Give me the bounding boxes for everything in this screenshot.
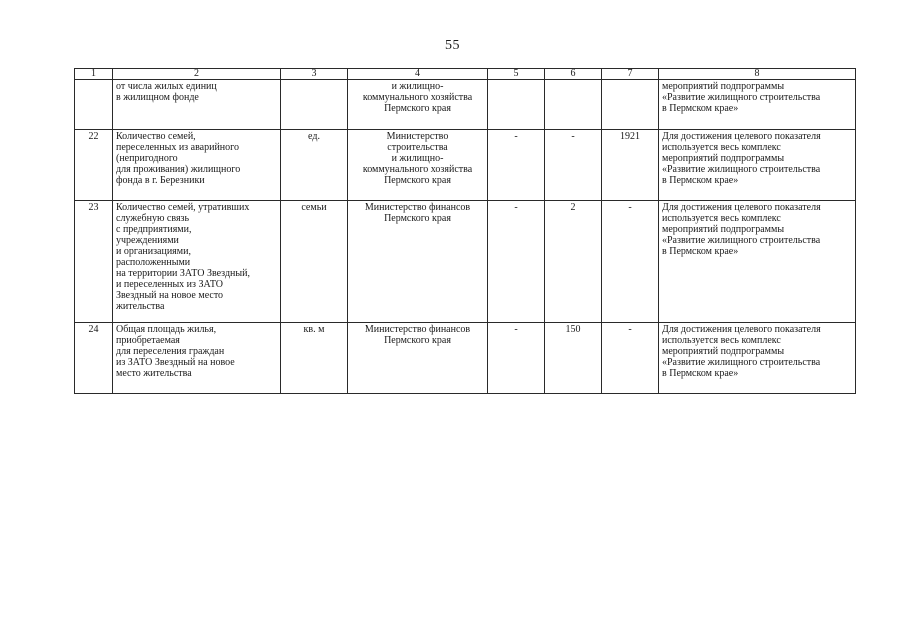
row-number: 23 [75, 201, 113, 323]
note: мероприятий подпрограммы «Развитие жилищного строительства в Пермском крае» [659, 80, 856, 130]
column-header-3: 3 [281, 69, 348, 80]
column-number-row [75, 69, 856, 80]
value-col7: - [602, 323, 659, 394]
column-header-1: 1 [75, 69, 113, 80]
unit: семьи [281, 201, 348, 323]
indicator-name: Количество семей, переселенных из аварийного (непригодного для проживания) жилищного фонда в г. Березники [113, 130, 281, 201]
value-col5: - [488, 130, 545, 201]
responsible-body: и жилищно- коммунального хозяйства Пермского края [348, 80, 488, 130]
table-row-continuation [75, 80, 856, 130]
note: Для достижения целевого показателя используется весь комплекс мероприятий подпрограммы «Развитие жилищного строительства в Пермском крае» [659, 130, 856, 201]
unit: ед. [281, 130, 348, 201]
unit: кв. м [281, 323, 348, 394]
table-row [75, 323, 856, 394]
column-header-8: 8 [659, 69, 856, 80]
indicator-name: от числа жилых единиц в жилищном фонде [113, 80, 281, 130]
note: Для достижения целевого показателя используется весь комплекс мероприятий подпрограммы «Развитие жилищного строительства в Пермском крае» [659, 323, 856, 394]
indicator-name: Количество семей, утративших служебную связь с предприятиями, учреждениями и организациями, расположенными на территории ЗАТО Звездный, и переселенных из ЗАТО Звездный на новое место жительства [113, 201, 281, 323]
note: Для достижения целевого показателя используется весь комплекс мероприятий подпрограммы «Развитие жилищного строительства в Пермском крае» [659, 201, 856, 323]
responsible-body: Министерство финансов Пермского края [348, 323, 488, 394]
table-row [75, 201, 856, 323]
row-number: 22 [75, 130, 113, 201]
value-col7: - [602, 201, 659, 323]
value-col7: 1921 [602, 130, 659, 201]
indicator-name: Общая площадь жилья, приобретаемая для переселения граждан из ЗАТО Звездный на новое место жительства [113, 323, 281, 394]
value-col6 [545, 80, 602, 130]
responsible-body: Министерство строительства и жилищно- коммунального хозяйства Пермского края [348, 130, 488, 201]
row-number: 24 [75, 323, 113, 394]
column-header-4: 4 [348, 69, 488, 80]
responsible-body: Министерство финансов Пермского края [348, 201, 488, 323]
value-col5 [488, 80, 545, 130]
column-header-2: 2 [113, 69, 281, 80]
value-col5: - [488, 323, 545, 394]
column-header-7: 7 [602, 69, 659, 80]
value-col5: - [488, 201, 545, 323]
column-header-5: 5 [488, 69, 545, 80]
value-col6: - [545, 130, 602, 201]
table-row [75, 130, 856, 201]
value-col7 [602, 80, 659, 130]
value-col6: 150 [545, 323, 602, 394]
column-header-6: 6 [545, 69, 602, 80]
unit [281, 80, 348, 130]
page-number: 55 [445, 38, 460, 53]
indicators-table [74, 68, 856, 394]
value-col6: 2 [545, 201, 602, 323]
row-number [75, 80, 113, 130]
